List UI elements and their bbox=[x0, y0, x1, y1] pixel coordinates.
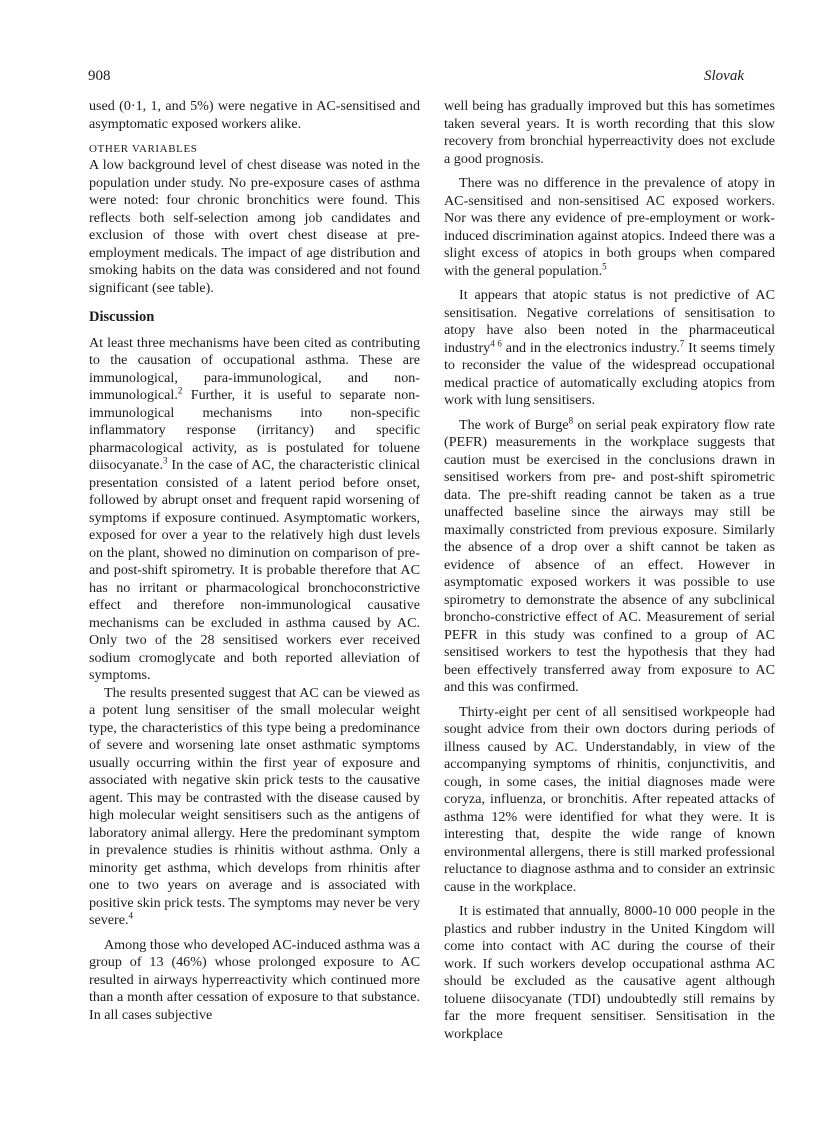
paragraph-discussion-results bbox=[89, 685, 420, 930]
text-run: It appears that atopic status is not predictive of AC sensitisation. Negative correlations of sensitisation to atopy have also been noted in the pharmaceutical industry bbox=[444, 287, 775, 356]
text-run: At least three mechanisms have been cited as contributing to the causation of occupational asthma. These are immunological, para-immunological, and non-immunological. bbox=[89, 334, 420, 403]
section-heading-discussion: Discussion bbox=[89, 309, 155, 325]
reference-8: 8 bbox=[568, 414, 574, 425]
reference-2: 2 bbox=[177, 385, 183, 396]
paragraph-discussion-mechanisms bbox=[89, 335, 420, 685]
paragraph-atopic-status bbox=[444, 287, 775, 410]
reference-4-6: 4 6 bbox=[490, 337, 502, 348]
text-run: There was no difference in the prevalence of atopy in AC-sensitised and non-sensitised AC exposed workers. Nor was there any evidence of pre-employment or work-induced discrimination against atopics. Indeed there was a slight excess of atopics in both groups when compared with the general population. bbox=[444, 175, 775, 279]
text-run: on serial peak expiratory flow rate (PEFR) measurements in the workplace suggests that caution must be exercised in the conclusions drawn in sensitised workers from pre- and post-shift spirometric data. The pre-shift reading cannot be taken as a true unaffected baseline since the airways may still be maximally constricted from previous exposure. Similarly the absence of a drop over a shift cannot be taken as evidence of absence of an effect. However in asymptomatic exposed workers it was possible to use spirometry to demonstrate the absence of any subclinical broncho-constrictive effect of AC. Measurement of serial PEFR in this study was confined to a group of AC sensitised workers to test the hypothesis that they had been effectively transferred away from exposure to AC and this was confirmed. bbox=[444, 416, 775, 695]
paragraph-burge bbox=[444, 414, 775, 697]
text-run: Further, it is useful to separate non-immunological mechanisms into non-specific inflammatory response (irritancy) and specific pharmacological activity, as is postulated for toluene diisocyanate. bbox=[89, 387, 420, 473]
paragraph-thirty-eight-percent: Thirty-eight per cent of all sensitised workpeople had sought advice from their own doctors during periods of illness caused by AC. Understandably, in view of the accompanying symptoms of rhinitis, conjunctivitis, and cough, in some cases, the initial diagnoses made were coryza, influenza, or bronchitis. After repeated attacks of asthma 12% were identified for what they were. It is interesting that, despite the wide range of known environmental allergens, there is still marked professional reluctance to diagnose asthma and to consider an extrinsic cause in the workplace. bbox=[444, 703, 775, 895]
text-run: In the case of AC, the characteristic clinical presentation consisted of a latent period before onset, followed by abrupt onset and frequent rapid worsening of symptoms if exposure continued. Asymptomatic workers, exposed for over a year to the relatively high dust levels on the plant, showed no diminution on comparison of pre- and post-shift spirometry. It is probable therefore that AC has no irritant or pharmacological bronchoconstrictive effect and therefore non-immunological causative mechanisms can be excluded in asthma caused by AC. Only two of the 28 sensitised workers ever received sodium cromoglycate and both reported alleviation of symptoms. bbox=[89, 457, 420, 683]
subheading-other-variables: OTHER VARIABLES bbox=[89, 143, 198, 155]
text-run: It seems timely to reconsider the value of the widespread occupational medical practice of automatically excluding atopics from work with lung sensitisers. bbox=[444, 339, 776, 408]
left-column bbox=[89, 98, 420, 1024]
paragraph-continued-right: well being has gradually improved but this has sometimes taken several years. It is worth recording that this slow recovery from bronchial hyperreactivity does not exclude a good prognosis. bbox=[444, 98, 775, 167]
paragraph-atopy bbox=[444, 175, 775, 280]
page-number: 908 bbox=[88, 68, 111, 84]
reference-4: 4 bbox=[128, 910, 134, 921]
reference-3: 3 bbox=[162, 455, 168, 466]
reference-5: 5 bbox=[602, 260, 607, 271]
right-column bbox=[444, 98, 775, 1043]
paragraph-discussion-hyperreactivity: Among those who developed AC-induced asthma was a group of 13 (46%) whose prolonged exposure to AC resulted in airways hyperreactivity which continued more than a month after cessation of exposure to that substance. In all cases subjective bbox=[89, 936, 420, 1023]
reference-7: 7 bbox=[679, 337, 685, 348]
text-run: and in the electronics industry. bbox=[501, 339, 680, 356]
paragraph-estimated: It is estimated that annually, 8000-10 000 people in the plastics and rubber industry in the United Kingdom will come into contact with AC during the course of their work. If such workers develop occupational asthma AC should be excluded as the causative agent although toluene diisocyanate (TDI) undoubtedly still remains by far the more frequent sensitiser. Sensitisation in the workplace bbox=[444, 903, 775, 1042]
running-head: Slovak bbox=[704, 68, 744, 84]
paragraph-other-variables: A low background level of chest disease was noted in the population under study. No pre-exposure cases of asthma were noted: four chronic bronchitics were found. This reflects both self-selection among job candidates and exclusion of those with overt chest disease at pre-employment medicals. The impact of age distribution and smoking habits on the data was considered and not found significant (see table). bbox=[89, 157, 420, 296]
paragraph-continued: used (0·1, 1, and 5%) were negative in AC-sensitised and asymptomatic exposed workers alike. bbox=[89, 98, 420, 132]
text-run: The work of Burge bbox=[459, 416, 569, 433]
text-run: The results presented suggest that AC can be viewed as a potent lung sensitiser of the small molecular weight type, the characteristics of this type being a predominance of severe and worsening late onset asthmatic symptoms usually occurring within the first year of exposure and associated with negative skin prick tests to the causative agent. This may be contrasted with the disease caused by high molecular weight sensitisers such as the antigens of laboratory animal allergy. Here the predominant symptom in prevalence studies is rhinitis without asthma. Only a minority get asthma, which develops from rhinitis after one to two years on average and is associated with positive skin prick tests. The symptoms may never be very severe. bbox=[89, 684, 420, 928]
